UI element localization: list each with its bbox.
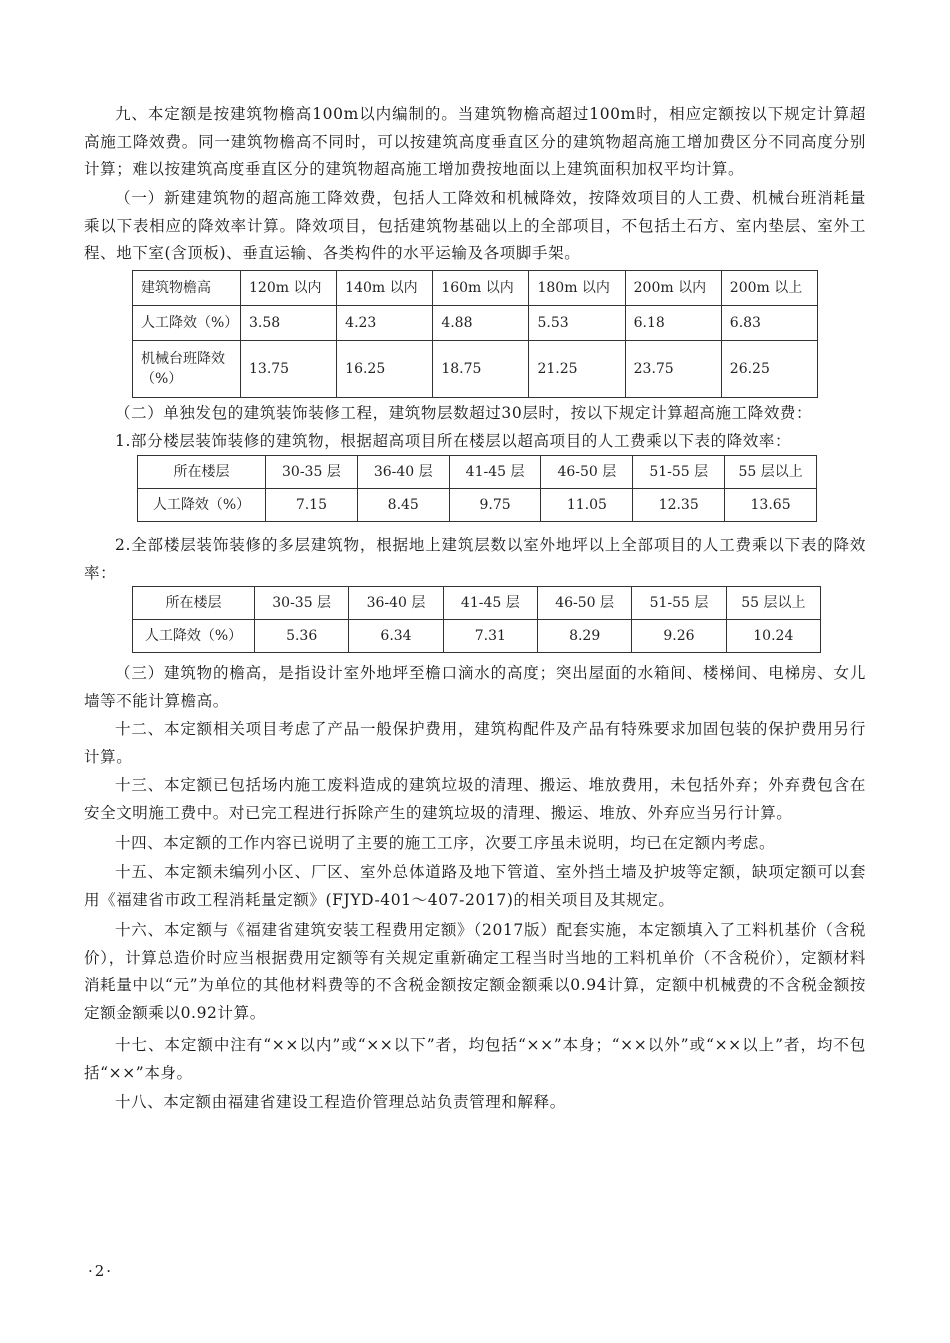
table-cell: 4.88 [433,306,529,341]
table-cell: 51-55 层 [632,587,726,620]
table-cell: 6.18 [625,306,721,341]
table-cell: 36-40 层 [349,587,443,620]
table-cell: 26.25 [721,341,817,398]
table-cell: 建筑物檐高 [133,271,241,306]
table-cell: 30-35 层 [255,587,349,620]
table-cell: 人工降效（%） [133,620,255,653]
table-cell: 21.25 [529,341,625,398]
table-cell: 120m 以内 [241,271,337,306]
table-cell: 5.36 [255,620,349,653]
paragraph-16: 十六、本定额与《福建省建筑安装工程费用定额》（2017版）配套实施，本定额填入了工料机基价（含税价），计算总造价时应当根据费用定额等有关规定重新确定工程当时当地的工料机单价（不含税价），定额材料消耗量中以“元”为单位的其他材料费等的不含税金额按定额金额乘以0.94计算，定额中机械费的不含税金额按定额金额乘以0.92计算。 [84,921,866,1022]
table-cell: 55 层以上 [725,456,817,489]
table-cell: 人工降效（%） [138,489,266,522]
table-cell: 55 层以上 [726,587,820,620]
table-cell: 8.29 [537,620,631,653]
table-cell: 160m 以内 [433,271,529,306]
table-cell: 9.26 [632,620,726,653]
table-cell: 18.75 [433,341,529,398]
table-cell: 13.65 [725,489,817,522]
table-cell: 12.35 [633,489,725,522]
table-row [138,489,817,522]
table-row [133,620,821,653]
table-cell: 41-45 层 [443,587,537,620]
table-header-row [138,456,817,489]
table-row [133,306,818,341]
table-cell: 200m 以内 [625,271,721,306]
table-cell: 180m 以内 [529,271,625,306]
table-cell: 41-45 层 [449,456,541,489]
table-cell: 7.31 [443,620,537,653]
page-number: ·2· [88,1262,114,1280]
table-partial-floor-rates [137,455,817,522]
table-cell: 6.34 [349,620,443,653]
table-cell: 6.83 [721,306,817,341]
table-cell: 30-35 层 [266,456,358,489]
paragraph-9-1: （一）新建建筑物的超高施工降效费，包括人工降效和机械降效，按降效项目的人工费、机械台班消耗量乘以下表相应的降效率计算。降效项目，包括建筑物基础以上的全部项目，不包括土石方、室内垫层、室外工程、地下室(含顶板)、垂直运输、各类构件的水平运输及各项脚手架。 [84,189,866,262]
table-cell: 机械台班降效（%） [133,341,241,398]
paragraph-15: 十五、本定额未编列小区、厂区、室外总体道路及地下管道、室外挡土墙及护坡等定额，缺项定额可以套用《福建省市政工程消耗量定额》(FJYD-401～407-2017)的相关项目及其规定。 [84,863,866,909]
table-cell: 200m 以上 [721,271,817,306]
table-cell: 36-40 层 [357,456,449,489]
table-header-row [133,587,821,620]
table-cell: 13.75 [241,341,337,398]
paragraph-9-3: （三）建筑物的檐高，是指设计室外地坪至檐口滴水的高度；突出屋面的水箱间、楼梯间、电梯房、女儿墙等不能计算檐高。 [84,664,866,710]
table-cell: 46-50 层 [537,587,631,620]
paragraph-13: 十三、本定额已包括场内施工废料造成的建筑垃圾的清理、搬运、堆放费用，未包括外弃；外弃费包含在安全文明施工费中。对已完工程进行拆除产生的建筑垃圾的清理、搬运、堆放、外弃应当另行计算。 [84,776,866,822]
table-cell: 8.45 [357,489,449,522]
table-cell: 7.15 [266,489,358,522]
paragraph-18: 十八、本定额由福建省建设工程造价管理总站负责管理和解释。 [115,1093,566,1111]
table-cell: 16.25 [337,341,433,398]
paragraph-14: 十四、本定额的工作内容已说明了主要的施工工序，次要工序虽未说明，均已在定额内考虑。 [115,834,776,852]
table-cell: 23.75 [625,341,721,398]
table-header-row [133,271,818,306]
table-cell: 46-50 层 [541,456,633,489]
table-cell: 10.24 [726,620,820,653]
table-cell: 4.23 [337,306,433,341]
table-cell: 人工降效（%） [133,306,241,341]
paragraph-9-2-1: 1.部分楼层装饰装修的建筑物，根据超高项目所在楼层以超高项目的人工费乘以下表的降效率： [115,432,792,450]
table-cell: 所在楼层 [133,587,255,620]
table-cell: 51-55 层 [633,456,725,489]
table-row [133,341,818,398]
paragraph-17: 十七、本定额中注有“××以内”或“××以下”者，均包括“××”本身；“××以外”或“××以上”者，均不包括“××”本身。 [84,1036,866,1082]
table-all-floor-rates [132,586,821,653]
table-cell: 9.75 [449,489,541,522]
table-cell: 5.53 [529,306,625,341]
paragraph-9-2-2: 2.全部楼层装饰装修的多层建筑物，根据地上建筑层数以室外地坪以上全部项目的人工费乘以下表的降效率： [84,536,866,582]
table-building-height-rates [132,270,818,398]
table-cell: 所在楼层 [138,456,266,489]
table-cell: 11.05 [541,489,633,522]
paragraph-9: 九、本定额是按建筑物檐高100m以内编制的。当建筑物檐高超过100m时，相应定额按以下规定计算超高施工降效费。同一建筑物檐高不同时，可以按建筑高度垂直区分的建筑物超高施工增加费区分不同高度分别计算；难以按建筑高度垂直区分的建筑物超高施工增加费按地面以上建筑面积加权平均计算。 [84,105,866,178]
paragraph-12: 十二、本定额相关项目考虑了产品一般保护费用，建筑构配件及产品有特殊要求加固包装的保护费用另行计算。 [84,720,866,766]
table-cell: 3.58 [241,306,337,341]
table-cell: 140m 以内 [337,271,433,306]
paragraph-9-2: （二）单独发包的建筑装饰装修工程，建筑物层数超过30层时，按以下规定计算超高施工降效费： [115,404,813,422]
